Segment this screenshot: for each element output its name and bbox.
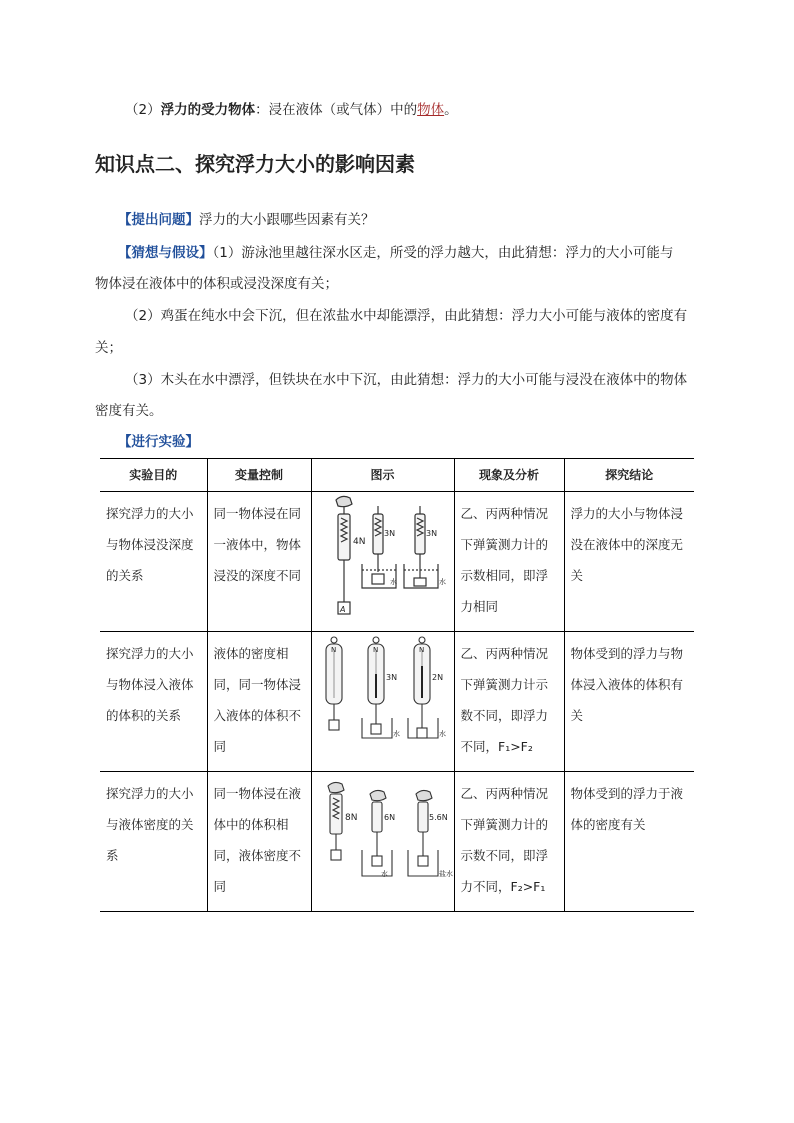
table-row xyxy=(100,632,694,772)
experiment-tag: 【进行实验】 xyxy=(118,434,199,450)
top-label-3: N xyxy=(418,646,424,654)
hypothesis-p3a: （3）木头在水中漂浮，但铁块在水中下沉，由此猜想：浮力的大小可能与浸没在液体中的物体 xyxy=(125,372,688,388)
row1-analysis: 乙、丙两种情况下弹簧测力计的示数相同，即浮力相同 xyxy=(454,492,564,632)
row3-figure xyxy=(311,772,454,912)
reading-2: 3N xyxy=(383,529,395,538)
hypothesis-p1a: （1）游泳池里越往深水区走，所受的浮力越大，由此猜想：浮力的大小可能与 xyxy=(212,245,674,261)
reading-1: 8N xyxy=(344,813,357,823)
liquid-label-2: 盐水 xyxy=(438,870,453,878)
header-analysis: 现象及分析 xyxy=(454,459,564,492)
row2-figure xyxy=(311,632,454,772)
row2-purpose: 探究浮力的大小与物体浸入液体的体积的关系 xyxy=(100,632,207,772)
reading-3: 5.6N xyxy=(428,813,448,822)
row1-conclusion: 浮力的大小与物体浸没在液体中的深度无关 xyxy=(564,492,694,632)
question-tag: 【提出问题】 xyxy=(118,212,199,228)
row1-control: 同一物体浸在同一液体中，物体浸没的深度不同 xyxy=(207,492,311,632)
spring-scale-2 xyxy=(372,802,382,832)
question-line xyxy=(118,210,375,230)
header-conclusion: 探究结论 xyxy=(564,459,694,492)
hand-icon-2 xyxy=(370,790,386,800)
liquid-label-1: 水 xyxy=(392,730,400,738)
header-figure: 图示 xyxy=(311,459,454,492)
header-control: 变量控制 xyxy=(207,459,311,492)
row3-purpose: 探究浮力的大小与液体密度的关系 xyxy=(100,772,207,912)
table-header-row xyxy=(100,459,694,492)
hand-icon xyxy=(336,496,352,506)
intro-prefix: （2） xyxy=(125,102,161,118)
intro-suffix: 。 xyxy=(444,102,458,118)
spring-scale-3 xyxy=(418,802,428,832)
row3-control: 同一物体浸在液体中的体积相同，液体密度不同 xyxy=(207,772,311,912)
hypothesis-line-1 xyxy=(118,243,673,263)
hand-icon xyxy=(328,782,344,792)
depth-experiment-illustration xyxy=(312,492,454,620)
liquid-label-2: 水 xyxy=(438,730,446,738)
top-label-2: N xyxy=(372,646,378,654)
intro-text: ：浸在液体（或气体）中的 xyxy=(255,102,418,118)
reading-3: 2N xyxy=(431,673,443,682)
row2-control: 液体的密度相同，同一物体浸入液体的体积不同 xyxy=(207,632,311,772)
hypothesis-p2a: （2）鸡蛋在纯水中会下沉，但在浓盐水中却能漂浮，由此猜想：浮力大小可能与液体的密度有 xyxy=(125,308,688,324)
intro-label: 浮力的受力物体 xyxy=(160,102,256,118)
row2-conclusion: 物体受到的浮力与物体浸入液体的体积有关 xyxy=(564,632,694,772)
table-row xyxy=(100,492,694,632)
liquid-label-1: 水 xyxy=(389,578,397,586)
hypothesis-p3b: 密度有关。 xyxy=(95,403,163,419)
hypothesis-p1b: 物体浸在液体中的体积或浸没深度有关； xyxy=(95,276,338,292)
hand-icon-3 xyxy=(416,790,432,800)
row1-purpose: 探究浮力的大小与物体浸没深度的关系 xyxy=(100,492,207,632)
row3-analysis: 乙、丙两种情况下弹簧测力计的示数不同，即浮力不同，F₂>F₁ xyxy=(454,772,564,912)
header-purpose: 实验目的 xyxy=(100,459,207,492)
row3-conclusion: 物体受到的浮力于液体的密度有关 xyxy=(564,772,694,912)
row1-figure xyxy=(311,492,454,632)
density-experiment-illustration xyxy=(312,772,454,900)
section-title: 知识点二、探究浮力大小的影响因素 xyxy=(95,152,415,176)
row2-analysis: 乙、丙两种情况下弹簧测力计示数不同，即浮力不同，F₁>F₂ xyxy=(454,632,564,772)
hypothesis-p2b: 关； xyxy=(95,340,122,356)
intro-highlight: 物体 xyxy=(417,102,445,118)
reading-2: 3N xyxy=(385,673,397,682)
volume-experiment-illustration xyxy=(312,632,454,760)
intro-line xyxy=(125,100,458,120)
question-text: 浮力的大小跟哪些因素有关？ xyxy=(199,212,375,228)
experiment-table xyxy=(100,458,694,912)
top-label-1: N xyxy=(330,646,336,654)
reading-1: 4N xyxy=(352,537,365,547)
table-row xyxy=(100,772,694,912)
reading-3: 3N xyxy=(425,529,437,538)
liquid-label-1: 水 xyxy=(380,870,388,878)
reading-2: 6N xyxy=(383,813,395,822)
liquid-label-2: 水 xyxy=(438,578,446,586)
hypothesis-tag: 【猜想与假设】 xyxy=(118,245,213,261)
object-label: A xyxy=(339,605,345,614)
